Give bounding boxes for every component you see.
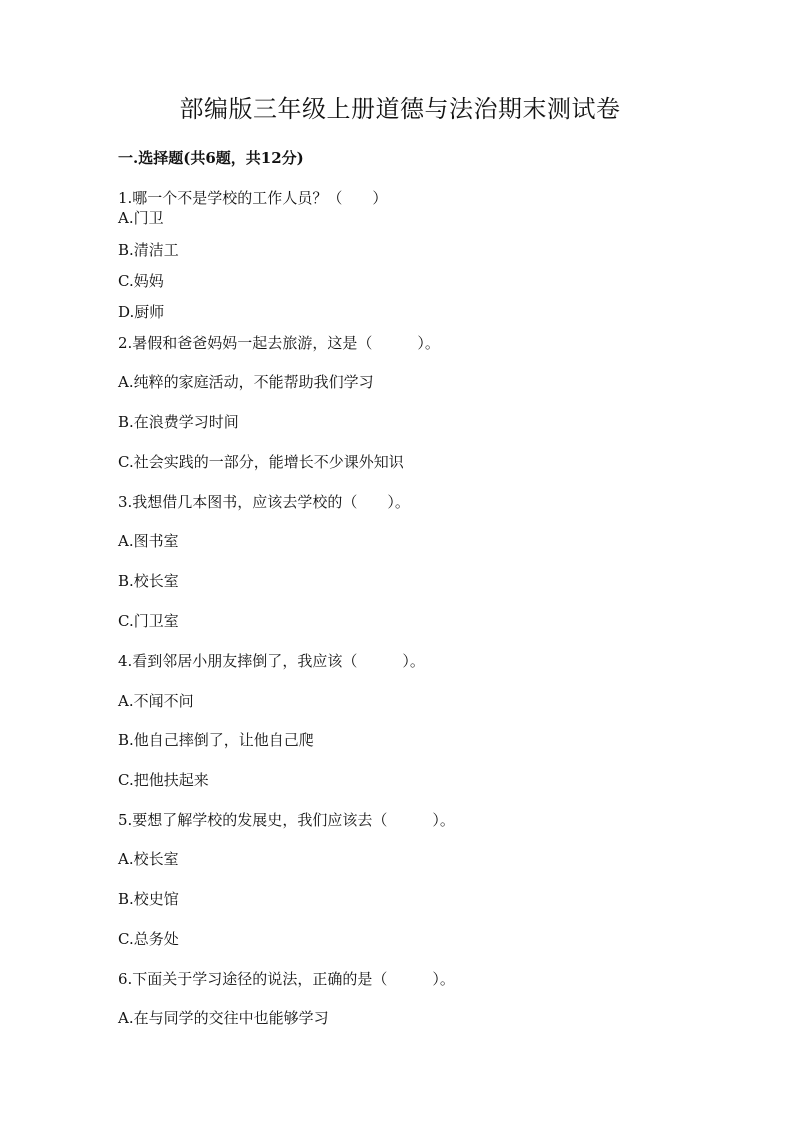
question-1-option-b: B.清洁工 xyxy=(118,241,179,259)
question-2-option-c: C.社会实践的一部分，能增长不少课外知识 xyxy=(118,453,404,471)
question-1-option-c: C.妈妈 xyxy=(118,272,164,290)
question-3-option-a: A.图书室 xyxy=(118,532,179,550)
question-6-option-a: A.在与同学的交往中也能够学习 xyxy=(118,1009,329,1027)
question-1-option-a: A.门卫 xyxy=(118,209,164,227)
question-1-option-d: D.厨师 xyxy=(118,303,165,321)
question-3-option-b: B.校长室 xyxy=(118,572,179,590)
question-5-option-b: B.校史馆 xyxy=(118,890,179,908)
question-2-stem: 2.暑假和爸爸妈妈一起去旅游，这是（ ）。 xyxy=(118,334,440,352)
page-title: 部编版三年级上册道德与法治期末测试卷 xyxy=(179,95,621,123)
question-4-option-b: B.他自己摔倒了，让他自己爬 xyxy=(118,731,314,749)
question-3-stem: 3.我想借几本图书，应该去学校的（ ）。 xyxy=(118,493,410,511)
question-5-option-a: A.校长室 xyxy=(118,850,179,868)
question-4-stem: 4.看到邻居小朋友摔倒了，我应该（ ）。 xyxy=(118,652,425,670)
question-2-option-b: B.在浪费学习时间 xyxy=(118,413,239,431)
question-3-option-c: C.门卫室 xyxy=(118,612,179,630)
question-5-option-c: C.总务处 xyxy=(118,930,179,948)
section-heading: 一.选择题(共6题，共12分) xyxy=(118,149,304,167)
question-4-option-c: C.把他扶起来 xyxy=(118,771,209,789)
question-4-option-a: A.不闻不问 xyxy=(118,692,194,710)
question-1-stem: 1.哪一个不是学校的工作人员？（ ） xyxy=(118,189,388,207)
question-6-stem: 6.下面关于学习途径的说法，正确的是（ ）。 xyxy=(118,970,455,988)
question-5-stem: 5.要想了解学校的发展史，我们应该去（ ）。 xyxy=(118,811,455,829)
question-2-option-a: A.纯粹的家庭活动，不能帮助我们学习 xyxy=(118,373,374,391)
